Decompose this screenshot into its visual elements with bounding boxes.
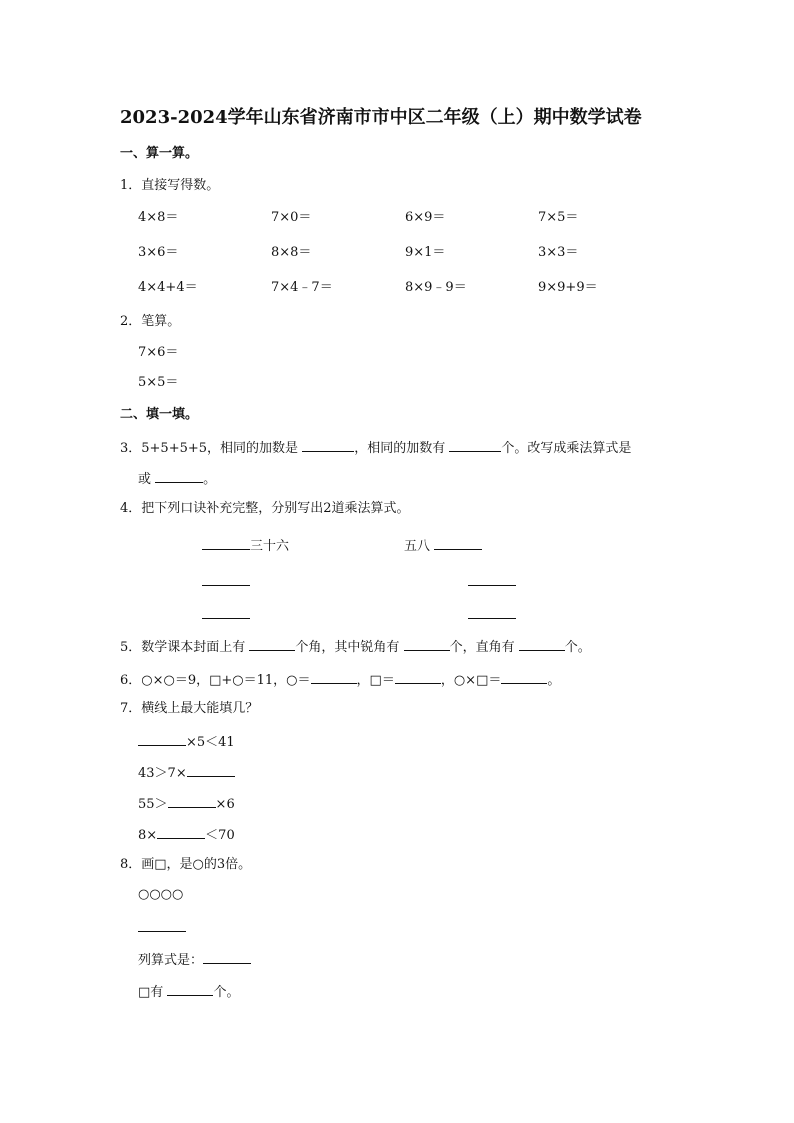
question-3-cont	[138, 468, 216, 489]
calc-cell: 3×3＝	[538, 245, 579, 260]
question-3-text-2: ，相同的加数有	[354, 441, 446, 456]
drawing-blank	[138, 917, 186, 938]
question-2-label: 2．笔算。	[120, 314, 181, 329]
inequality-3	[138, 793, 235, 814]
formula-blank-right-2	[468, 604, 516, 625]
question-1-label: 1．直接写得数。	[120, 178, 220, 193]
count-text-b: 个。	[213, 985, 240, 1000]
answer-blank[interactable]	[501, 669, 547, 684]
question-3	[120, 437, 631, 458]
answer-blank[interactable]	[302, 437, 354, 452]
inequality-3-text-a: 55＞	[138, 797, 168, 812]
answer-blank[interactable]	[434, 535, 482, 550]
calc-cell: 7×0＝	[271, 210, 312, 225]
question-5-text-1: 5．数学课本封面上有	[120, 640, 246, 655]
question-5-text-3: 个，直角有	[449, 640, 515, 655]
mnemonic-right-text: 五八	[404, 539, 431, 554]
answer-blank[interactable]	[249, 636, 295, 651]
calc-cell: 8×9﹣9＝	[405, 280, 467, 295]
answer-blank[interactable]	[202, 535, 250, 550]
question-8-label: 8．画□，是○的3倍。	[120, 857, 252, 872]
calc-cell: 6×9＝	[405, 210, 446, 225]
answer-blank[interactable]	[519, 636, 565, 651]
question-6	[120, 669, 560, 690]
question-3-text-3: 个。改写成乘法算式是	[501, 441, 632, 456]
formula-line	[138, 949, 251, 970]
mnemonic-left-text: 三十六	[250, 539, 290, 554]
question-5-text-2: 个角，其中锐角有	[295, 640, 400, 655]
question-6-text-2: ，□＝	[356, 673, 395, 688]
question-6-text-1: 6．○×○＝9，□+○＝11，○＝	[120, 673, 311, 688]
circles-row: ○○○○	[138, 887, 184, 902]
column-calc-item: 7×6＝	[138, 345, 179, 360]
question-3-text-1: 3．5+5+5+5，相同的加数是	[120, 441, 299, 456]
answer-blank[interactable]	[187, 762, 235, 777]
page-title: 2023-2024学年山东省济南市市中区二年级（上）期中数学试卷	[120, 107, 642, 128]
calc-cell: 8×8＝	[271, 245, 312, 260]
calc-cell: 9×9+9＝	[538, 280, 598, 295]
question-3-text-4: 或	[138, 472, 152, 487]
formula-label: 列算式是：	[138, 953, 204, 968]
formula-blank-right-1	[468, 571, 516, 592]
calc-cell: 3×6＝	[138, 245, 179, 260]
question-7-label: 7．横线上最大能填几？	[120, 701, 259, 716]
inequality-4-text-a: 8×	[138, 828, 158, 843]
mnemonic-left	[202, 535, 289, 556]
answer-blank[interactable]	[468, 571, 516, 586]
mnemonic-right	[404, 535, 482, 556]
answer-blank[interactable]	[157, 824, 205, 839]
formula-blank-left-1	[202, 571, 250, 592]
count-text-a: □有	[138, 985, 164, 1000]
calc-cell: 4×8＝	[138, 210, 179, 225]
inequality-4-text-b: ＜70	[205, 828, 235, 843]
section-heading-1: 一、算一算。	[120, 146, 199, 161]
answer-blank[interactable]	[202, 604, 250, 619]
section-heading-2: 二、填一填。	[120, 407, 199, 422]
inequality-3-text-b: ×6	[215, 797, 235, 812]
answer-blank[interactable]	[449, 437, 501, 452]
inequality-2-text: 43＞7×	[138, 766, 187, 781]
answer-blank[interactable]	[203, 949, 251, 964]
column-calc-item: 5×5＝	[138, 375, 179, 390]
answer-blank[interactable]	[468, 604, 516, 619]
answer-blank[interactable]	[404, 636, 450, 651]
question-3-text-5: 。	[203, 472, 217, 487]
answer-blank[interactable]	[167, 981, 213, 996]
formula-blank-left-2	[202, 604, 250, 625]
answer-blank[interactable]	[138, 917, 186, 932]
question-4-label: 4．把下列口诀补充完整，分别写出2道乘法算式。	[120, 501, 410, 516]
inequality-1-text: ×5＜41	[186, 735, 235, 750]
calc-cell: 4×4+4＝	[138, 280, 198, 295]
inequality-1	[138, 731, 235, 752]
question-5	[120, 636, 591, 657]
calc-cell: 9×1＝	[405, 245, 446, 260]
answer-blank[interactable]	[202, 571, 250, 586]
answer-blank[interactable]	[155, 468, 203, 483]
answer-blank[interactable]	[138, 731, 186, 746]
calc-cell: 7×4﹣7＝	[271, 280, 333, 295]
question-5-text-4: 个。	[564, 640, 591, 655]
inequality-4	[138, 824, 235, 845]
calc-cell: 7×5＝	[538, 210, 579, 225]
answer-blank[interactable]	[311, 669, 357, 684]
question-6-text-4: 。	[547, 673, 561, 688]
question-6-text-3: ，○×□＝	[440, 673, 502, 688]
answer-blank[interactable]	[168, 793, 216, 808]
answer-blank[interactable]	[395, 669, 441, 684]
count-line	[138, 981, 239, 1002]
inequality-2	[138, 762, 235, 783]
